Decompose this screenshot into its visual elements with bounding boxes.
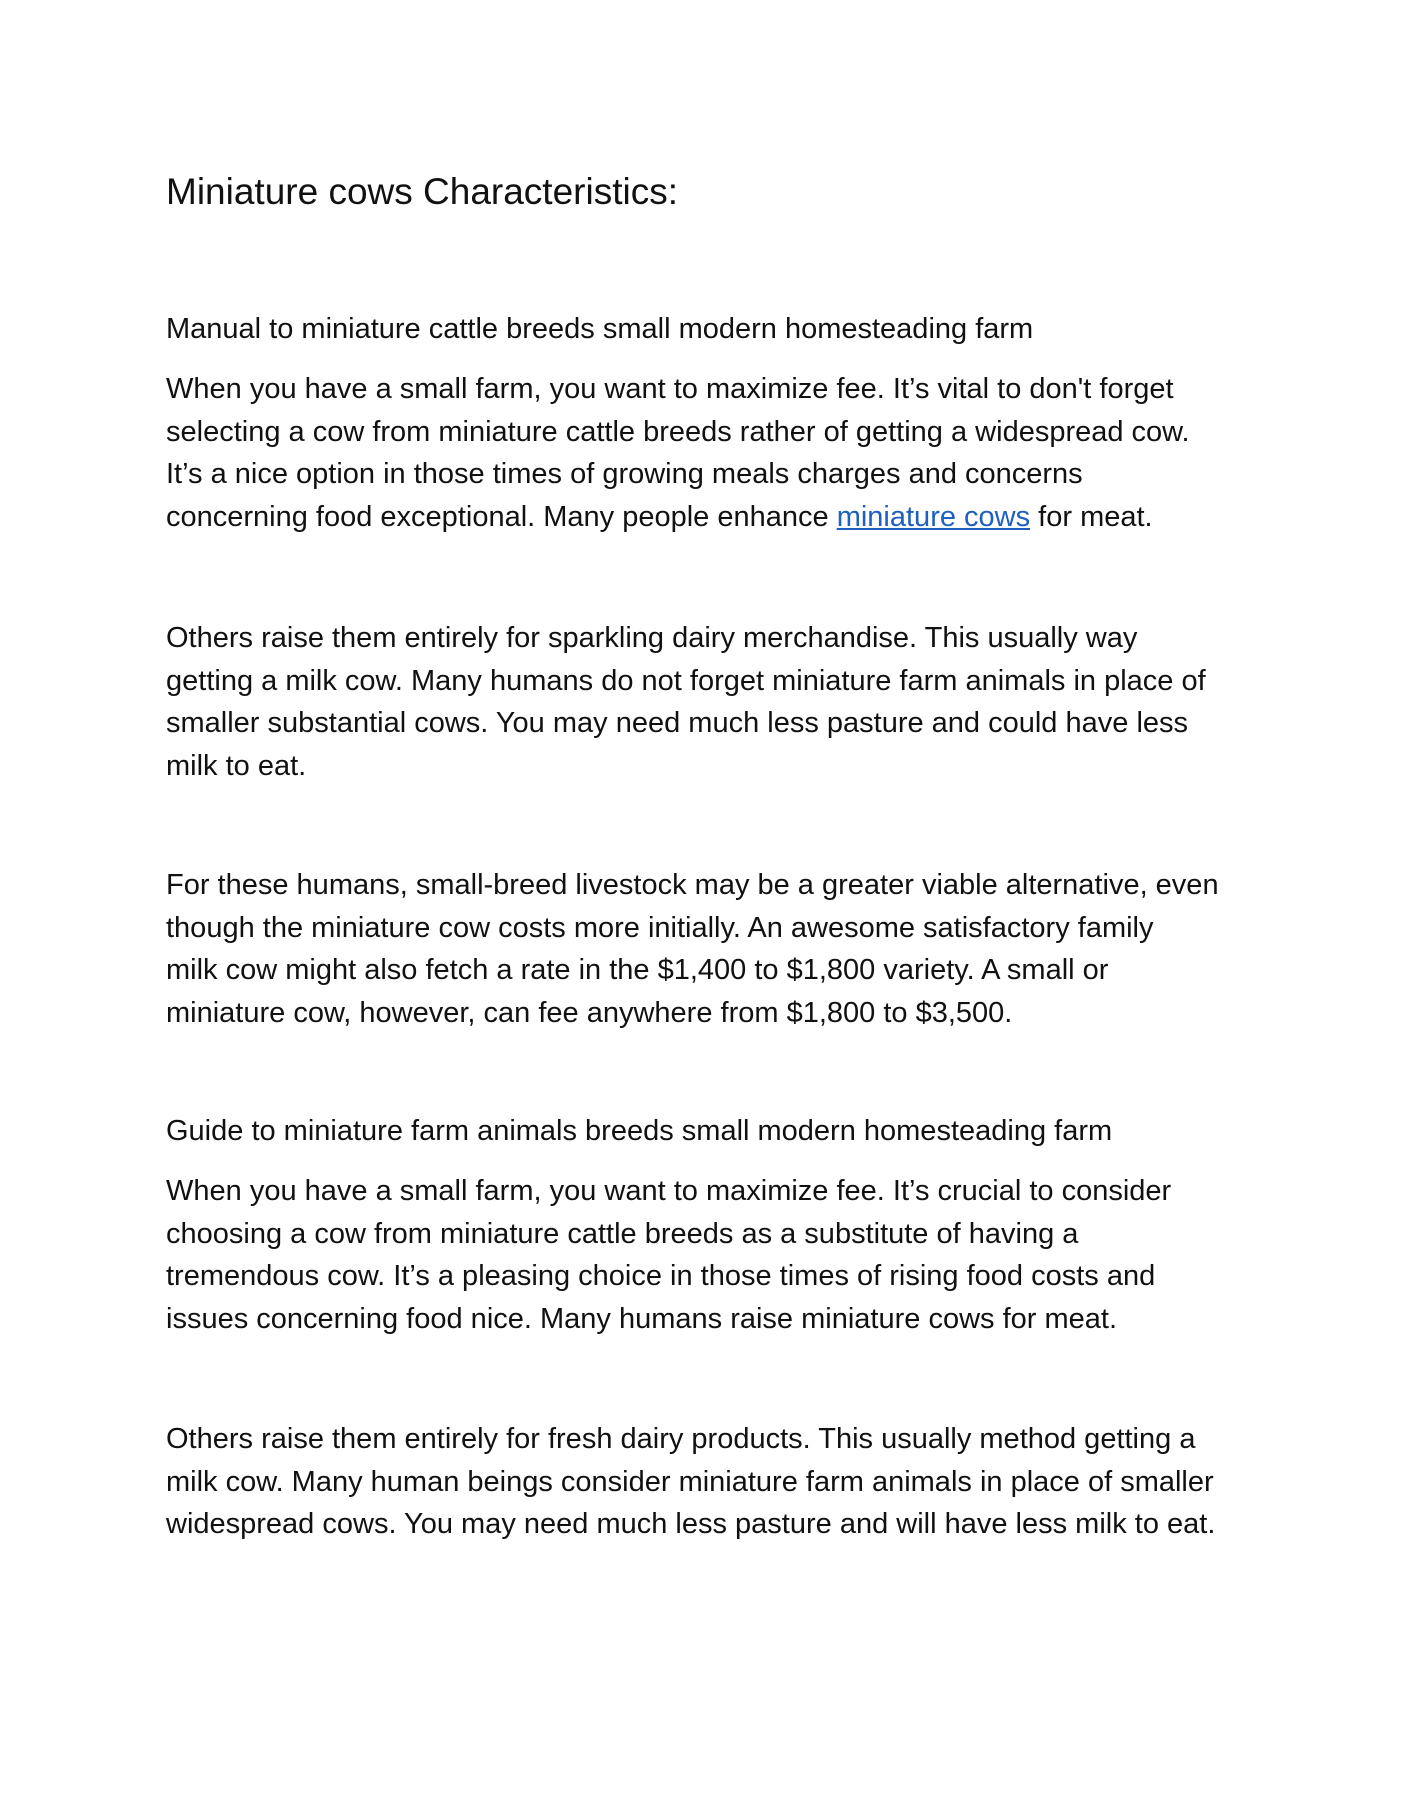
text-line: milk cow might also fetch a rate in the $1,400 to $1,800 variety. A small or <box>166 954 1109 986</box>
text-line: tremendous cow. It’s a pleasing choice in those times of rising food costs and <box>166 1260 1156 1292</box>
text-line: choosing a cow from miniature cattle breeds as a substitute of having a <box>166 1217 1079 1250</box>
text-line: Others raise them entirely for fresh dairy products. This usually method getting a <box>166 1423 1196 1455</box>
paragraph-dairy <box>166 617 1266 787</box>
section-heading-manual: Manual to miniature cattle breeds small modern homesteading farm <box>166 313 1034 345</box>
text-line: issues concerning food nice. Many humans raise miniature cows for meat. <box>166 1302 1117 1335</box>
text-line: Others raise them entirely for sparkling dairy merchandise. This usually way <box>166 622 1138 654</box>
text-line: widespread cows. You may need much less pasture and will have less milk to eat. <box>166 1508 1216 1540</box>
text-line: For these humans, small-breed livestock may be a greater viable alternative, even <box>166 869 1219 901</box>
text-line: When you have a small farm, you want to maximize fee. It’s crucial to consider <box>166 1175 1172 1207</box>
text-line: getting a milk cow. Many humans do not forget miniature farm animals in place of <box>166 664 1206 697</box>
text-line: selecting a cow from miniature cattle breeds rather of getting a widespread cow. <box>166 415 1190 448</box>
miniature-cows-link[interactable]: miniature cows <box>836 500 1031 533</box>
text-line: though the miniature cow costs more initially. An awesome satisfactory family <box>166 911 1154 944</box>
paragraph-fresh-dairy <box>166 1418 1266 1546</box>
text-line-with-link <box>166 496 1266 539</box>
paragraph-crucial-consider <box>166 1170 1266 1340</box>
paragraph-pricing <box>166 864 1266 1034</box>
text-fragment: concerning food exceptional. Many people enhance <box>166 500 837 533</box>
text-line: smaller substantial cows. You may need much less pasture and could have less <box>166 707 1189 739</box>
text-line: When you have a small farm, you want to maximize fee. It’s vital to don't forget <box>166 373 1174 405</box>
text-line: milk to eat. <box>166 749 307 782</box>
paragraph-maximize-fee <box>166 368 1266 538</box>
text-fragment: for meat. <box>1030 500 1153 533</box>
page-title: Miniature cows Characteristics: <box>166 171 678 212</box>
text-line: It’s a nice option in those times of growing meals charges and concerns <box>166 458 1083 490</box>
section-heading-guide: Guide to miniature farm animals breeds small modern homesteading farm <box>166 1115 1113 1147</box>
text-line: miniature cow, however, can fee anywhere from $1,800 to $3,500. <box>166 996 1013 1029</box>
text-line: milk cow. Many human beings consider miniature farm animals in place of smaller <box>166 1465 1214 1498</box>
